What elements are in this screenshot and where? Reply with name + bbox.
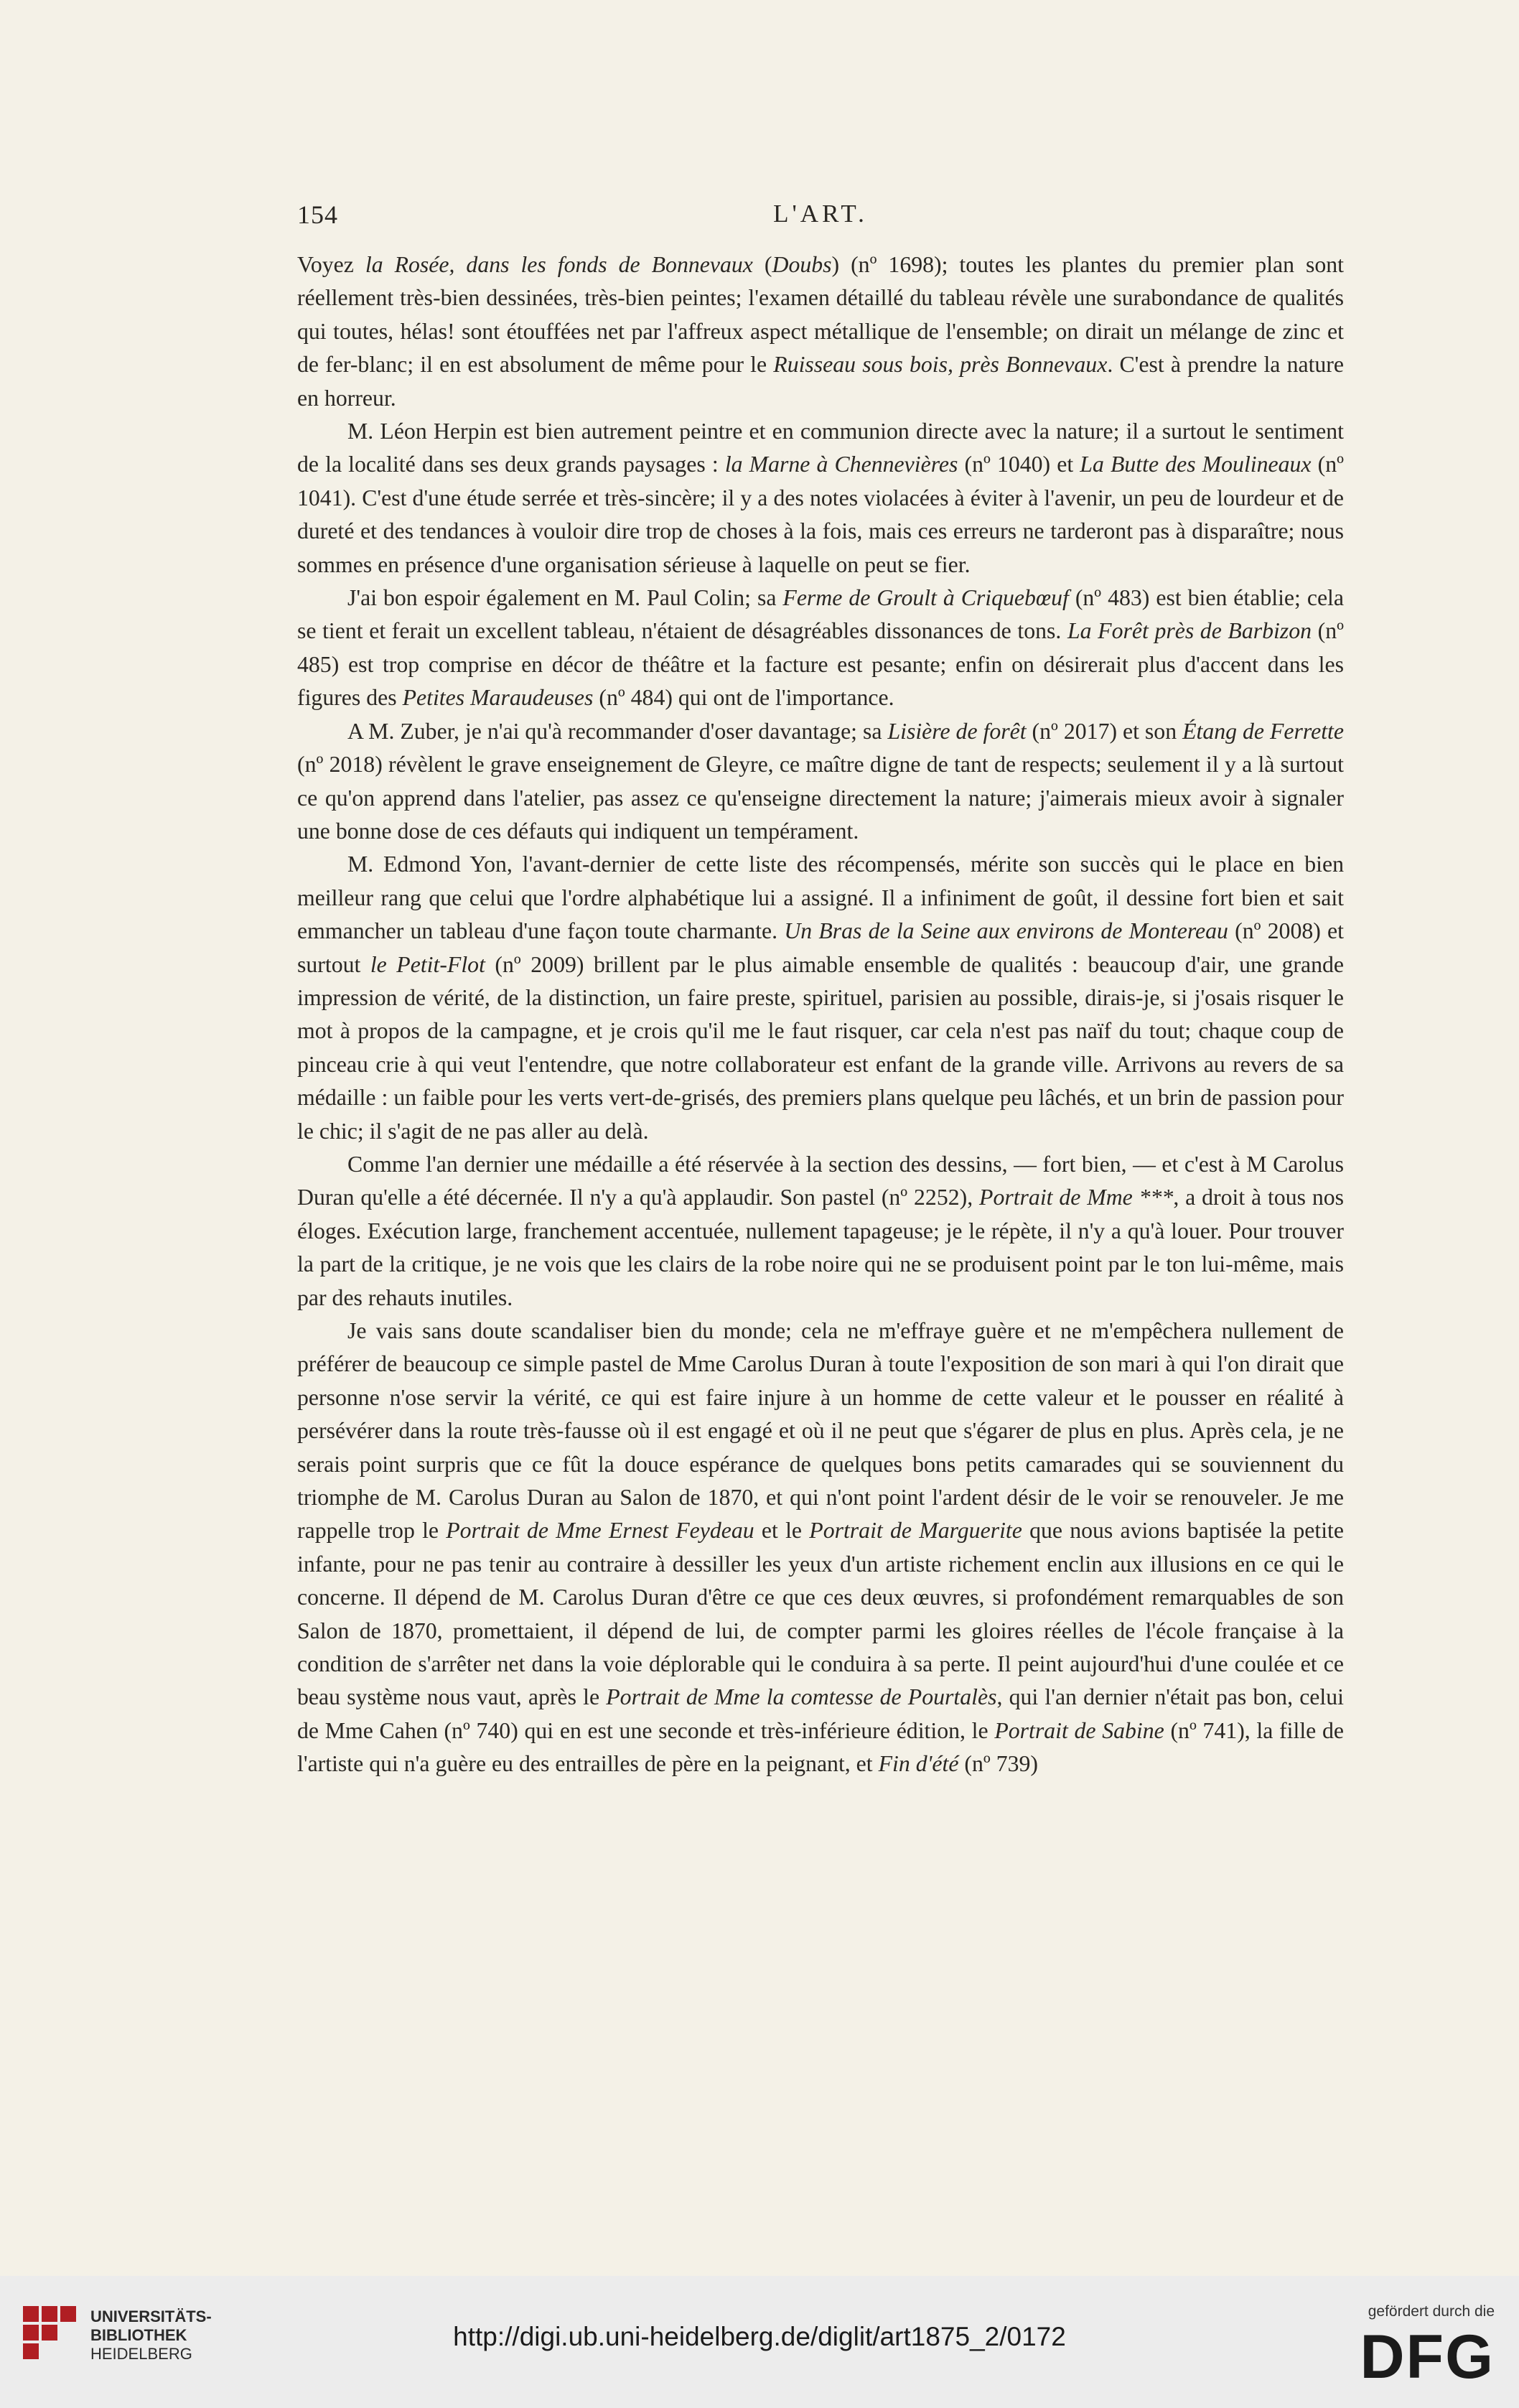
text-run: (nº 2008) et surtout xyxy=(297,918,1344,977)
text-run: M. Edmond Yon, l'avant-dernier de cette liste des récompensés, mérite son succès qui le place en bien meilleur rang que celui que l'ordre alphabétique lui a assigné. Il a infiniment de goût, il dessine fort bien et sait emmancher un tableau d'une façon toute charmante. xyxy=(297,851,1344,944)
italic-title: le Petit-Flot xyxy=(370,951,485,977)
italic-title: Étang de Ferrette xyxy=(1182,718,1344,744)
paragraph xyxy=(297,848,1344,1148)
italic-title: Un Bras de la Seine aux environs de Montereau xyxy=(784,918,1228,944)
library-name: UNIVERSITÄTS- BIBLIOTHEK HEIDELBERG xyxy=(90,2307,212,2363)
italic-title: Portrait de Mme *** xyxy=(979,1185,1174,1210)
text-run: (nº 483) est bien établie; cela se tient et ferait un excellent tableau, n'étaient de désagréables dissonances de tons. xyxy=(297,585,1345,644)
text-run: ) (nº 1698); toutes les plantes du premier plan sont réellement très-bien dessinées, très-bien peintes; l'examen détaillé du tableau révèle une surabondance de qualités qui toutes, hélas! sont étouffées net par l'affreux aspect métallique de l'ensemble; on dirait un mélange de zinc et de fer-blanc; il en est absolument de même pour le xyxy=(297,252,1345,378)
italic-title: Petites Maraudeuses xyxy=(402,685,594,711)
paragraph xyxy=(297,715,1344,849)
dfg-logo: DFG xyxy=(1360,2323,1495,2391)
paragraph xyxy=(297,248,1344,415)
text-run: (nº 2009) brillent par le plus aimable ensemble de qualités : beaucoup d'air, une grande impression de vérité, de la distinction, un faire preste, spirituel, parisien au possible, dirais-je, si j'osais risquer le mot à propos de la campagne, et je crois qu'il me le faut risquer, car cela n'est pas naïf du tout; chaque coup de pinceau crie à qui veut l'entendre, que notre collaborateur est enfant de la grande ville. Arrivons au revers de sa médaille : un faible pour les verts vert-de-grisés, des premiers plans quelque peu lâchés, et un brin de passion pour le chic; il s'agit de ne pas aller au delà. xyxy=(297,951,1344,1144)
funding-caption: gefördert durch die xyxy=(1368,2303,1495,2320)
text-run: J'ai bon espoir également en M. Paul Colin; sa xyxy=(347,585,783,611)
text-run: , qui l'an dernier n'était pas bon, celui de Mme Cahen (nº 740) qui en est une seconde et très-inférieure édition, le xyxy=(297,1684,1344,1743)
text-run: M. Léon Herpin est bien autrement peintre et en communion directe avec la nature; il a surtout le sentiment de la localité dans ses deux grands paysages : xyxy=(297,419,1344,477)
text-run: (nº 1040) et xyxy=(958,452,1080,477)
text-run: et le xyxy=(754,1518,810,1544)
italic-title: Ruisseau sous bois, près Bonnevaux xyxy=(773,352,1108,378)
text-run: , a droit à tous nos éloges. Exécution large, franchement accentuée, nullement tapageuse; je le répète, il n'y a qu'à louer. Pour trouver la part de la critique, je ne vois que les clairs de la robe noire qui ne se produisent point par le ton lui-même, mais par des rehauts inutiles. xyxy=(297,1185,1345,1310)
page-number: 154 xyxy=(297,200,338,229)
italic-title: Portrait de Marguerite xyxy=(809,1518,1022,1544)
running-title: L'ART. xyxy=(773,200,868,228)
permalink-url[interactable]: http://digi.ub.uni-heidelberg.de/diglit/art1875_2/0172 xyxy=(453,2322,1066,2351)
text-run: Voyez xyxy=(297,252,365,277)
text-run: ( xyxy=(752,252,772,277)
italic-title: Portrait de Sabine xyxy=(994,1717,1164,1743)
paragraph xyxy=(297,582,1344,715)
italic-title: Portrait de Mme la comtesse de Pourtalès xyxy=(606,1684,997,1710)
italic-title: La Forêt près de Barbizon xyxy=(1067,618,1312,644)
italic-title: Portrait de Mme Ernest Feydeau xyxy=(446,1518,754,1544)
italic-title: Lisière de forêt xyxy=(887,718,1027,744)
text-run: (nº 741), la fille de l'artiste qui n'a guère eu des entrailles de père en la peignant, et xyxy=(297,1717,1344,1777)
text-run: (nº 2017) et son xyxy=(1026,718,1183,744)
text-run: A M. Zuber, je n'ai qu'à recommander d'oser davantage; sa xyxy=(347,718,888,744)
footer-bar xyxy=(0,2276,1519,2408)
paragraph xyxy=(297,1315,1344,1781)
italic-title: la Rosée, dans les fonds de Bonnevaux xyxy=(365,252,753,277)
text-run: Comme l'an dernier une médaille a été réservée à la section des dessins, — fort bien, — et c'est à M Carolus Duran qu'elle a été décernée. Il n'y a qu'à applaudir. Son pastel (nº 2252), xyxy=(297,1151,1344,1210)
italic-title: Ferme de Groult à Criquebœuf xyxy=(782,585,1069,611)
paragraph xyxy=(297,1148,1344,1315)
text-run: (nº 739) xyxy=(958,1751,1038,1777)
italic-title: Fin d'été xyxy=(878,1751,959,1777)
page-header xyxy=(297,200,1344,243)
text-run: (nº 2018) révèlent le grave enseignement de Gleyre, ce maître digne de tant de respects; seulement il y a là surtout ce qu'on apprend dans l'atelier, pas assez ce qu'enseigne directement la nature; j'aimerais mieux avoir à signaler une bonne dose de ces défauts qui indiquent un tempérament. xyxy=(297,752,1344,844)
text-run: (nº 484) qui ont de l'importance. xyxy=(593,685,894,711)
text-run: . C'est à prendre la nature en horreur. xyxy=(297,352,1345,411)
italic-title: La Butte des Moulineaux xyxy=(1080,452,1312,477)
text-run: Je vais sans doute scandaliser bien du monde; cela ne m'effraye guère et ne m'empêchera nullement de préférer de beaucoup ce simple pastel de Mme Carolus Duran à toute l'exposition de son mari à qui l'on dirait que personne n'ose servir la vérité, ce qui est faire injure à un homme de cette valeur et le pousser en réalité à persévérer dans la route très-fausse où il est engagé et où il ne peut que s'égarer de plus en plus. Après cela, je ne serais point surpris que ce fût la douce espérance de quelques bons petits camarades qui se souviennent du triomphe de M. Carolus Duran au Salon de 1870, et qui n'ont point l'ardent désir de le voir se renouveler. Je me rappelle trop le xyxy=(297,1318,1344,1544)
text-run: (nº 1041). C'est d'une étude serrée et très-sincère; il y a des notes violacées à éviter à l'avenir, un peu de lourdeur et de dureté et des tendances à vouloir dire trop de choses à la fois, mais ces erreurs ne tarderont pas à disparaître; nous sommes en présence d'une organisation sérieuse à laquelle on peut se fier. xyxy=(297,452,1345,577)
paragraph xyxy=(297,415,1344,582)
article-text xyxy=(297,248,1344,1781)
text-run: que nous avions baptisée la petite infante, pour ne pas tenir au contraire à dessiller les yeux d'un artiste richement enclin aux illusions en ce qui le concerne. Il dépend de M. Carolus Duran d'être ce que ces deux œuvres, si profondément remarquables de son Salon de 1870, promettaient, il dépend de lui, de compter parmi les gloires réelles de l'école française à la condition de s'arrêter net dans la voie déplorable qui le conduira à sa perte. Il peint aujourd'hui d'une coulée et ce beau système nous vaut, après le xyxy=(297,1518,1344,1710)
text-run: (nº 485) est trop comprise en décor de théâtre et la facture est pesante; enfin on désirerait plus d'accent dans les figures des xyxy=(297,618,1345,711)
italic-title: la Marne à Chennevières xyxy=(724,452,958,477)
italic-title: Doubs xyxy=(772,252,832,277)
